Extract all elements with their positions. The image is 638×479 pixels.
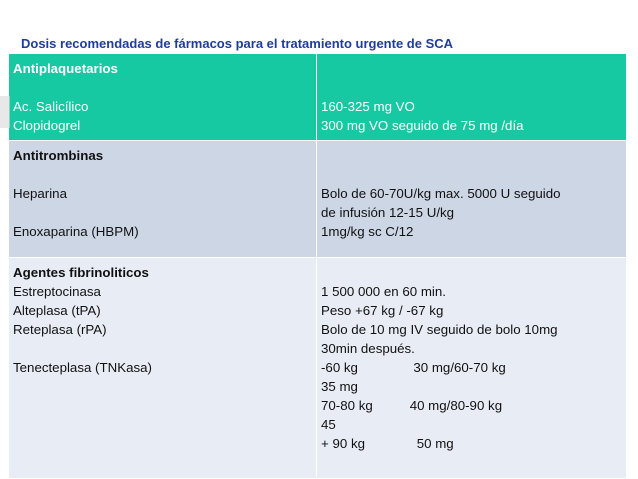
row-heading: Agentes fibrinoliticos	[13, 265, 149, 280]
table-cell-fibrinoliticos-drugs	[9, 257, 317, 478]
row-heading: Antitrombinas	[13, 148, 104, 163]
table-cell-antiplaquetarios-drugs	[9, 54, 317, 140]
dose-text: de infusión 12-15 U/kg	[321, 205, 455, 220]
drug-name: Tenecteplasa (TNKasa)	[13, 360, 152, 375]
table-cell-antitrombinas-drugs	[9, 140, 317, 257]
table-cell-antitrombinas-doses	[317, 140, 626, 257]
dose-text: 30min después.	[321, 341, 415, 356]
table-cell-fibrinoliticos-doses	[317, 257, 626, 478]
slide-edge-marker	[0, 96, 10, 128]
dose-text: 1mg/kg sc C/12	[321, 224, 414, 239]
drug-name: Enoxaparina (HBPM)	[13, 224, 139, 239]
drug-name: Estreptocinasa	[13, 284, 101, 299]
drug-name: Heparina	[13, 186, 67, 201]
dose-text: + 90 kg 50 mg	[321, 436, 454, 451]
dose-text: 35 mg	[321, 379, 358, 394]
dose-text: Peso +67 kg / -67 kg	[321, 303, 444, 318]
drug-name: Alteplasa (tPA)	[13, 303, 101, 318]
table-cell-antiplaquetarios-doses	[317, 54, 626, 140]
dose-text: 300 mg VO seguido de 75 mg /día	[321, 118, 524, 133]
dose-text: 45	[321, 417, 336, 432]
slide-title: Dosis recomendadas de fármacos para el tratamiento urgente de SCA	[21, 36, 454, 51]
drug-name: Reteplasa (rPA)	[13, 322, 107, 337]
dose-text: Bolo de 60-70U/kg max. 5000 U seguido	[321, 186, 561, 201]
dose-text: 1 500 000 en 60 min.	[321, 284, 446, 299]
dose-text: Bolo de 10 mg IV seguido de bolo 10mg	[321, 322, 558, 337]
dose-text: -60 kg 30 mg/60-70 kg	[321, 360, 506, 375]
row-heading: Antiplaquetarios	[13, 61, 118, 76]
dosage-table	[9, 54, 626, 478]
dose-text: 160-325 mg VO	[321, 99, 415, 114]
drug-name: Clopidogrel	[13, 118, 81, 133]
dose-text: 70-80 kg 40 mg/80-90 kg	[321, 398, 503, 413]
drug-name: Ac. Salicílico	[13, 99, 89, 114]
